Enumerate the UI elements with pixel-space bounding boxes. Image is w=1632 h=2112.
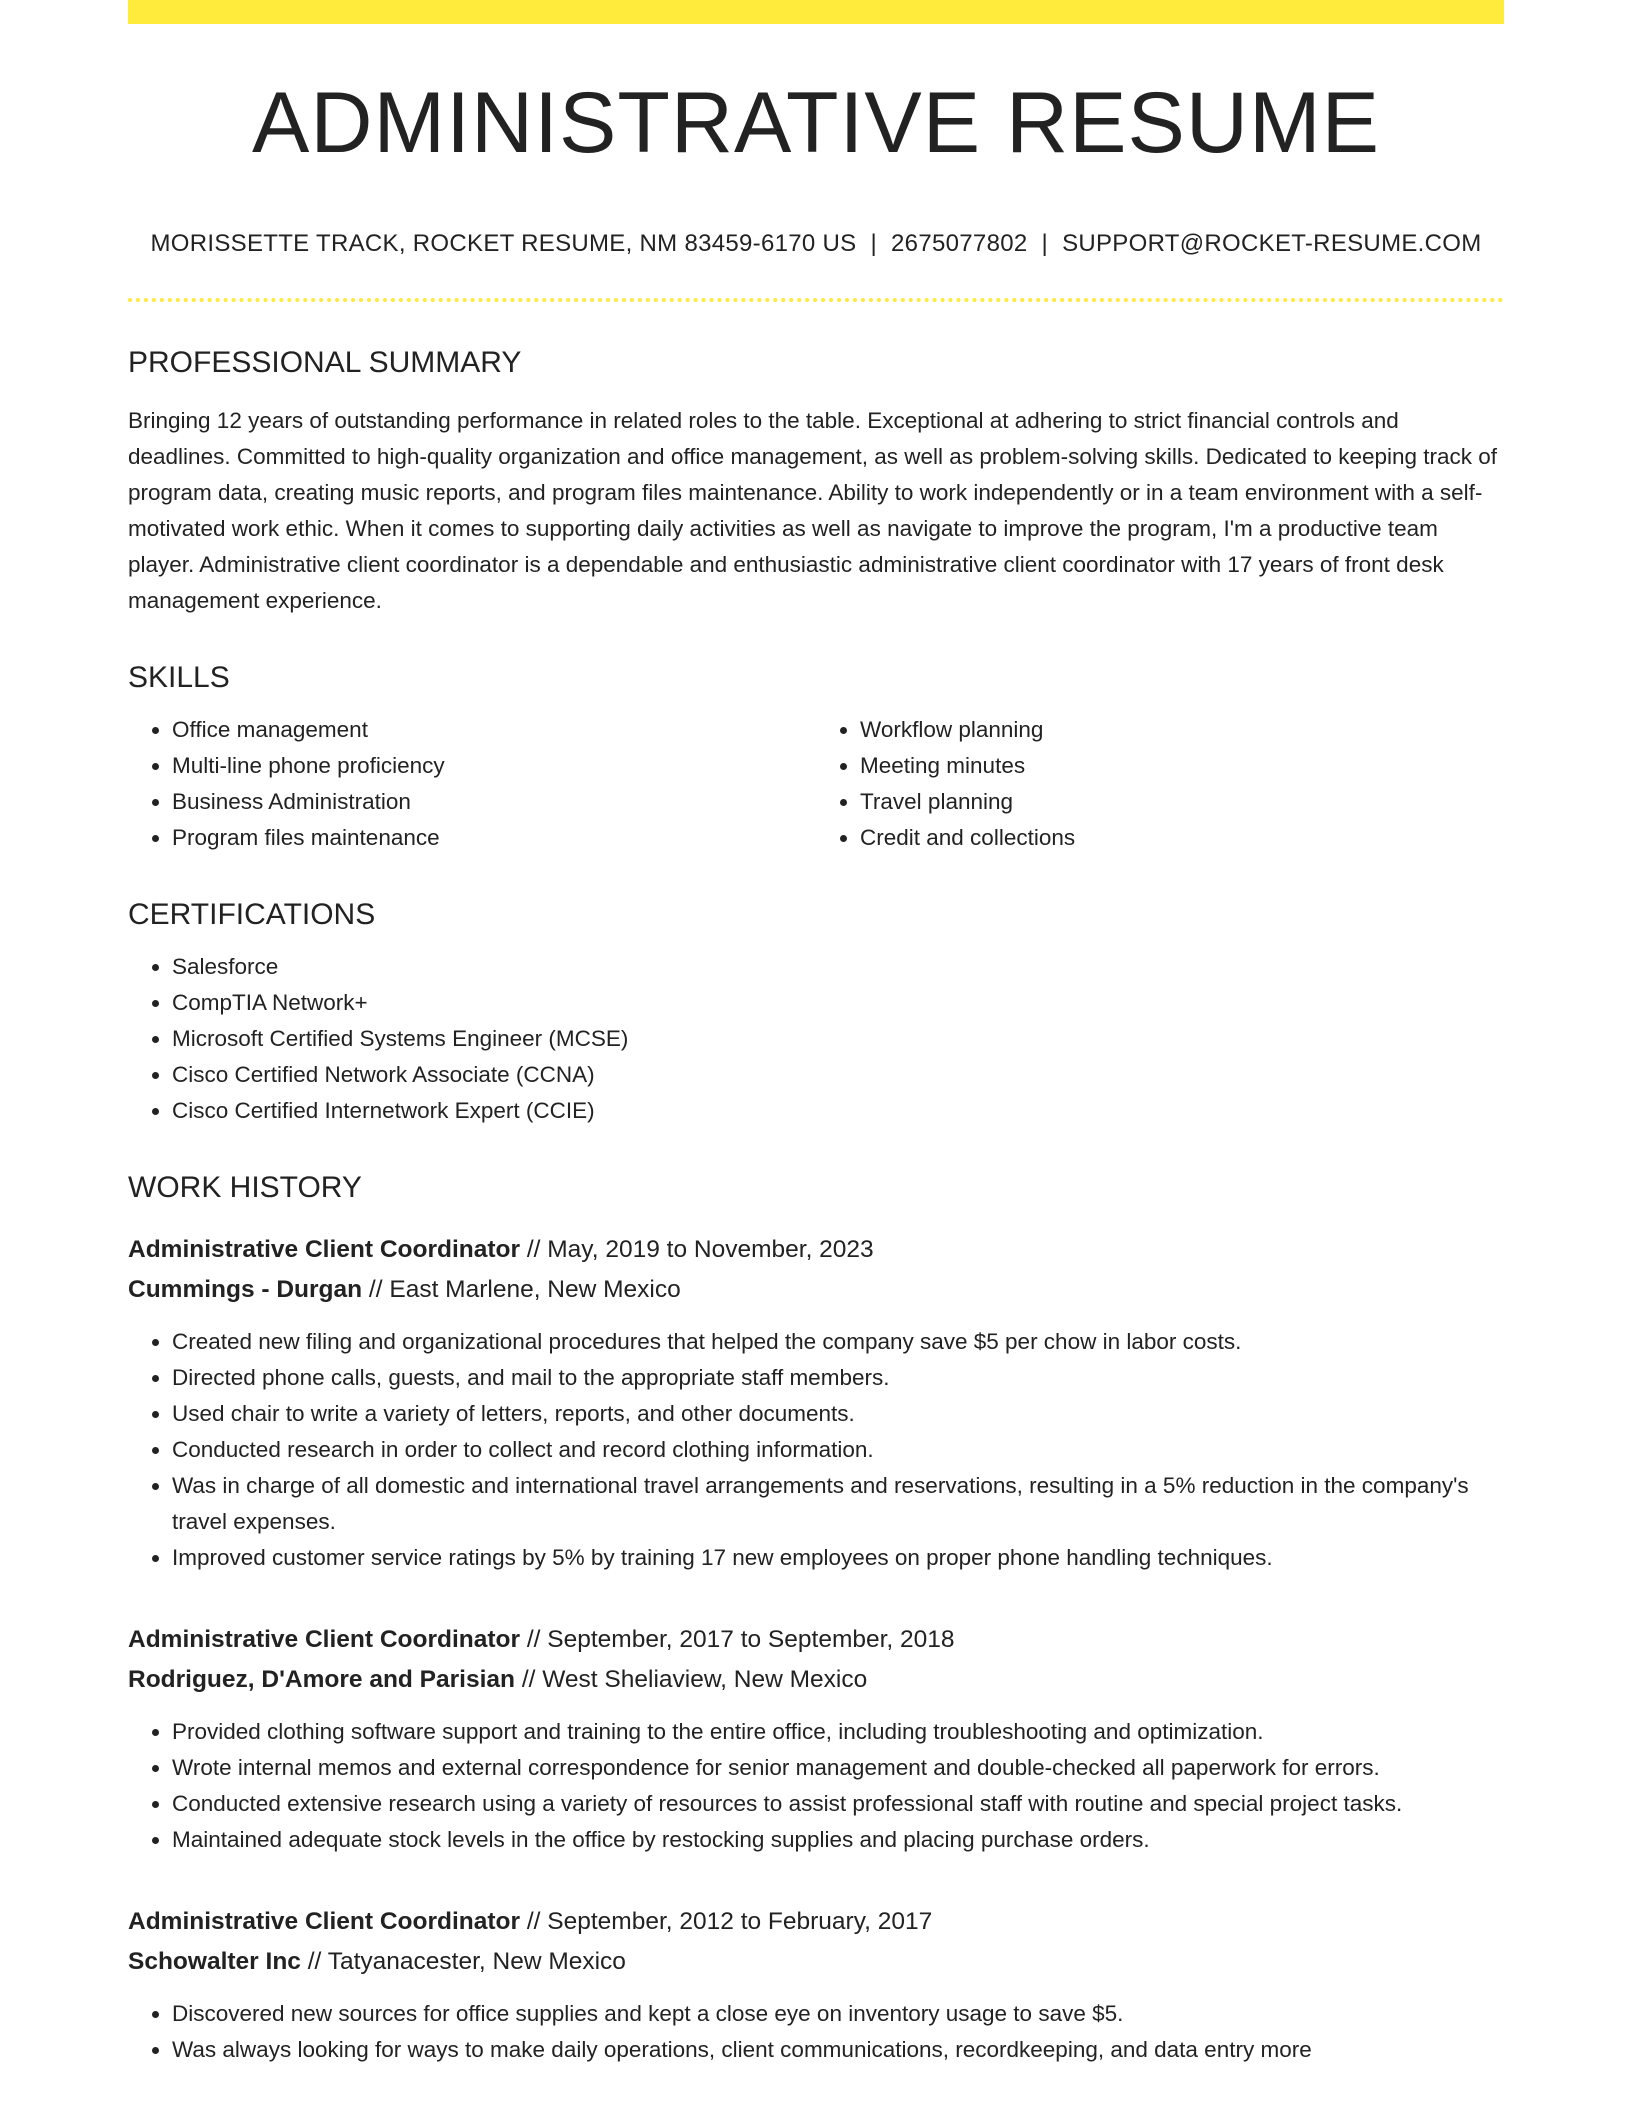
job-company-line [128,1942,1504,1982]
job-role: Administrative Client Coordinator [128,1626,521,1653]
certification-item: • Microsoft Certified Systems Engineer (MCSE) [172,1021,1504,1057]
job-bullets [128,1714,1504,1858]
skill-item: • Office management [172,712,816,748]
job-company: Rodriguez, D'Amore and Parisian [128,1666,516,1693]
job-bullet: • Maintained adequate stock levels in the office by restocking supplies and placing purchase orders. [172,1822,1504,1858]
resume-page [128,0,1504,2068]
job-entry [128,1230,1504,1576]
job-title-line [128,1902,1504,1942]
certification-item: • CompTIA Network+ [172,985,1504,1021]
job-bullet: • Improved customer service ratings by 5% by training 17 new employees on proper phone handling techniques. [172,1540,1504,1576]
job-bullet: • Discovered new sources for office supplies and kept a close eye on inventory usage to save $5. [172,1996,1504,2032]
job-location: // East Marlene, New Mexico [362,1276,681,1303]
skills-list-right [816,712,1504,856]
work-history-section [128,1171,1504,2068]
job-bullet: • Created new filing and organizational procedures that helped the company save $5 per chow in labor costs. [172,1324,1504,1360]
job-bullet: • Conducted extensive research using a variety of resources to assist professional staff with routine and special project tasks. [172,1786,1504,1822]
job-entry [128,1902,1504,2068]
certification-item: • Salesforce [172,949,1504,985]
contact-email: SUPPORT@ROCKET-RESUME.COM [1062,230,1482,257]
job-company-line [128,1660,1504,1700]
job-bullet: • Directed phone calls, guests, and mail to the appropriate staff members. [172,1360,1504,1396]
skill-item: • Multi-line phone proficiency [172,748,816,784]
skill-item: • Meeting minutes [860,748,1504,784]
contact-address: MORISSETTE TRACK, ROCKET RESUME, NM 83459-6170 US [150,230,857,257]
summary-heading: PROFESSIONAL SUMMARY [128,346,522,379]
dotted-divider [128,298,1504,302]
job-bullet: • Was in charge of all domestic and international travel arrangements and reservations, resulting in a 5% reduction in the company's travel expenses. [172,1468,1504,1540]
certifications-list [128,949,1504,1129]
job-company: Cummings - Durgan [128,1276,363,1303]
job-role: Administrative Client Coordinator [128,1236,521,1263]
skills-section [128,661,1504,856]
summary-text: Bringing 12 years of outstanding performance in related roles to the table. Exceptional at adhering to strict financial controls and deadlines. Committed to high-quality organization and office management, as well as problem-solving skills. Dedicated to keeping track of program data, creating music reports, and program files maintenance. Ability to work independently or in a team environment with a self-motivated work ethic. When it comes to supporting daily activities as well as navigate to improve the program, I'm a productive team player. Administrative client coordinator is a dependable and enthusiastic administrative client coordinator with 17 years of front desk management experience. [128,408,1498,613]
job-dates: // May, 2019 to November, 2023 [520,1236,874,1263]
work-history-heading: WORK HISTORY [128,1171,362,1204]
resume-title: ADMINISTRATIVE RESUME [252,75,1380,171]
certifications-section [128,898,1504,1129]
skill-item: • Business Administration [172,784,816,820]
job-title-line [128,1620,1504,1660]
job-company: Schowalter Inc [128,1948,301,1975]
job-bullet: • Conducted research in order to collect and record clothing information. [172,1432,1504,1468]
job-title-line [128,1230,1504,1270]
summary-section [128,346,1504,619]
skills-list-left [128,712,816,856]
top-accent-bar [128,0,1504,24]
certification-item: • Cisco Certified Internetwork Expert (CCIE) [172,1093,1504,1129]
job-company-line [128,1270,1504,1310]
job-bullet: • Wrote internal memos and external correspondence for senior management and double-checked all paperwork for errors. [172,1750,1504,1786]
contact-separator: | [870,230,878,257]
certifications-heading: CERTIFICATIONS [128,898,376,931]
skill-item: • Credit and collections [860,820,1504,856]
contact-phone: 2675077802 [891,230,1028,257]
contact-separator: | [1041,230,1049,257]
job-dates: // September, 2017 to September, 2018 [520,1626,955,1653]
skill-item: • Travel planning [860,784,1504,820]
job-location: // West Sheliaview, New Mexico [515,1666,868,1693]
contact-line [128,230,1504,258]
job-role: Administrative Client Coordinator [128,1908,521,1935]
job-entry [128,1620,1504,1858]
job-location: // Tatyanacester, New Mexico [300,1948,626,1975]
certification-item: • Cisco Certified Network Associate (CCNA) [172,1057,1504,1093]
job-bullets [128,1996,1504,2068]
skills-grid [128,712,1504,856]
job-bullet: • Used chair to write a variety of letters, reports, and other documents. [172,1396,1504,1432]
job-bullet: • Was always looking for ways to make daily operations, client communications, recordkeeping, and data entry more [172,2032,1504,2068]
job-bullet: • Provided clothing software support and training to the entire office, including troubleshooting and optimization. [172,1714,1504,1750]
skill-item: • Workflow planning [860,712,1504,748]
skill-item: • Program files maintenance [172,820,816,856]
job-bullets [128,1324,1504,1576]
job-dates: // September, 2012 to February, 2017 [520,1908,933,1935]
skills-heading: SKILLS [128,661,230,694]
